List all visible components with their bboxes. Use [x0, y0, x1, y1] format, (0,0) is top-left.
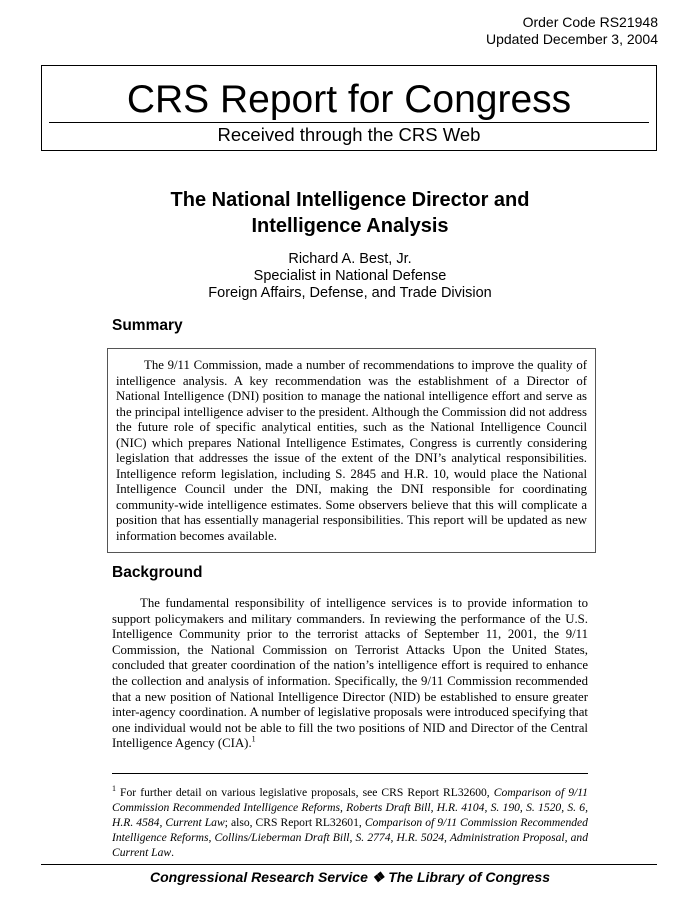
author-block	[60, 251, 640, 302]
title-line-2: Intelligence Analysis	[251, 215, 449, 237]
footnote-text-1: For further detail on various legislative proposals, see CRS Report RL32600,	[116, 786, 494, 799]
footnote-text-3: .	[171, 846, 175, 860]
order-code-block	[486, 14, 658, 48]
banner-divider	[49, 122, 649, 123]
footnote	[112, 785, 588, 860]
title-line-1: The National Intelligence Director and	[170, 189, 530, 211]
banner-subtitle: Received through the CRS Web	[217, 124, 481, 145]
banner-title: CRS Report for Congress	[126, 78, 572, 121]
footnote-number: 1	[112, 784, 116, 794]
summary-heading: Summary	[112, 317, 183, 334]
footer-divider	[41, 864, 657, 865]
footer-text: Congressional Research Service ❖ The Library of Congress	[149, 869, 551, 885]
updated-date: Updated December 3, 2004	[486, 31, 658, 47]
summary-text: The 9/11 Commission, made a number of recommendations to improve the quality of intelligence analysis. A key recommendation was the establishment of a Director of National Intelligence (DNI) position to manage the national intelligence effort and serve as the principal intelligence adviser to the president. Although the Commission did not address the future role of specific analytical entities, such as the National Intelligence Council (NIC) which prepares National Intelligence Estimates, Congress is currently considering legislation that addresses the issue of the extent of the DNI’s analytical responsibilities. Intelligence reform legislation, including S. 2845 and H.R. 10, would place the National Intelligence Council under the DNI, making the DNI responsible for coordinating community-wide intelligence estimates. Some observers believe that this will complicate a position that has essentially managerial responsibilities. This report will be updated as new information becomes available.	[116, 358, 587, 544]
background-paragraph	[112, 596, 588, 752]
background-heading: Background	[112, 564, 203, 581]
footnote-text-2: ; also, CRS Report RL32601,	[224, 816, 365, 830]
footnote-citation-2: Comparison of 9/11 Commission Recommended Intelligence Reforms, Collins/Lieberman Draft Bill, S. 2774, H.R. 5024, Administration Proposal, and Current Law	[112, 816, 588, 860]
author-position: Specialist in National Defense	[253, 268, 447, 284]
crs-banner	[41, 65, 657, 151]
footnote-ref: 1	[251, 735, 256, 745]
author-division: Foreign Affairs, Defense, and Trade Division	[208, 285, 492, 301]
author-name: Richard A. Best, Jr.	[288, 251, 412, 267]
footnote-citation-1: Comparison of 9/11 Commission Recommended Intelligence Reforms, Roberts Draft Bill, H.R. 4104, S. 190, S. 1520, S. 6, H.R. 4584, Current Law	[112, 786, 588, 830]
background-text: The fundamental responsibility of intelligence services is to provide information to support policymakers and military commanders. In reviewing the performance of the U.S. Intelligence Community prior to the terrorist attacks of September 11, 2001, the 9/11 Commission, the National Commission on Terrorist Attacks Upon the United States, concluded that greater coordination of the nation’s intelligence effort is required to enhance the collection and analysis of information. Specifically, the 9/11 Commission recommended that a new position of National Intelligence Director (NID) be established to ensure greater inter-agency coordination. A number of legislative proposals were introduced specifying that one individual would not be able to fill the two positions of NID and Director of the Central Intelligence Agency (CIA).	[112, 596, 588, 751]
order-code: Order Code RS21948	[522, 14, 658, 30]
footnote-divider	[112, 773, 588, 774]
document-title	[90, 187, 610, 239]
summary-box	[107, 348, 596, 553]
